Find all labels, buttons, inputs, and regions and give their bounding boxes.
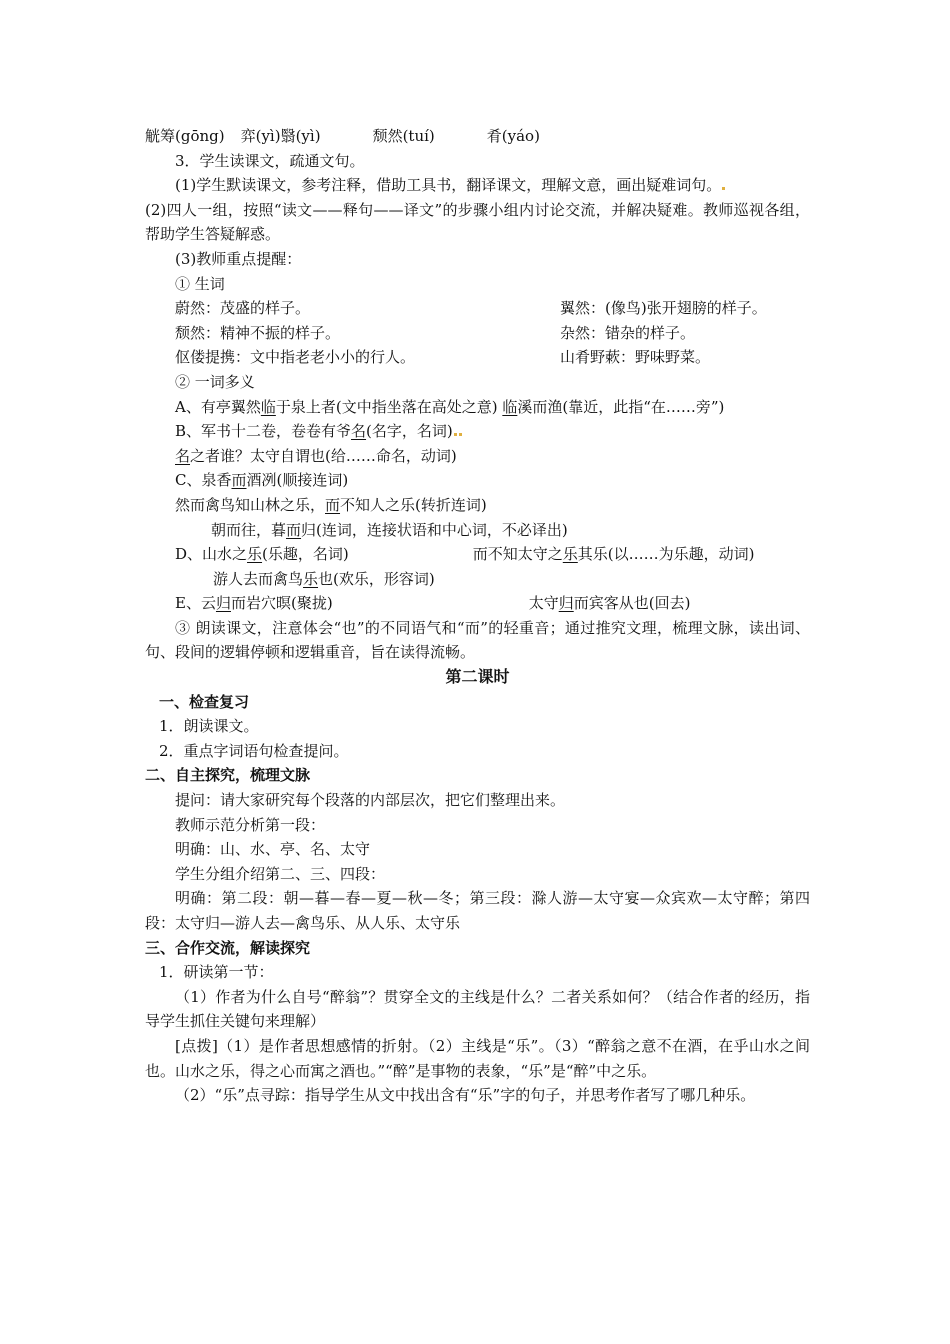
- pinyin-item: 弈(yì)翳(yì): [240, 127, 321, 145]
- paragraph: (2)四人一组，按照“读文——释句——译文”的步骤小组内讨论交流，并解决疑难。教师巡视各组，帮助学生答疑解惑。: [145, 200, 810, 244]
- vocab-row: 颓然：精神不振的样子。 杂然：错杂的样子。: [175, 323, 696, 342]
- paragraph: [点拨]（1）是作者思想感情的折射。（2）主线是“乐”。（3）“醉翁之意不在酒，在乎山水之间也。山水之乐，得之心而寓之酒也。”“醉”是事物的表象，“乐”是“醉”中之乐。: [145, 1036, 810, 1080]
- document-body: [145, 124, 810, 1108]
- paragraph: 提问：请大家研究每个段落的内部层次，把它们整理出来。: [175, 791, 566, 810]
- section-title: 第二课时: [445, 667, 510, 687]
- polysemy-item-e: E、云归而岩穴暝(聚拢) 太守归而宾客从也(回去): [175, 594, 691, 613]
- paragraph: （1）作者为什么自号“醉翁”？贯穿全文的主线是什么？二者关系如何？（结合作者的经历，指导学生抓住关键句来理解）: [145, 987, 810, 1031]
- vocab-row: 蔚然：茂盛的样子。 翼然：(像鸟)张开翅膀的样子。: [175, 299, 767, 318]
- polysemy-item-b: 名之者谁？太守自谓也(给……命名，动词): [175, 446, 457, 465]
- paragraph: 教师示范分析第一段：: [175, 815, 326, 834]
- section-heading: 二、自主探究，梳理文脉: [145, 766, 311, 785]
- paragraph: 学生分组介绍第二、三、四段：: [175, 864, 386, 883]
- paragraph: 3．学生读课文，疏通文句。: [175, 151, 365, 170]
- pinyin-item: 肴(yáo): [486, 127, 540, 145]
- polysemy-item-c: 朝而往，暮而归(连词，连接状语和中心词，不必译出): [211, 520, 568, 539]
- paragraph: (1)学生默读课文，参考注释，借助工具书，翻译课文，理解文意，画出疑难词句。: [145, 173, 810, 198]
- paragraph: 1．研读第一节：: [159, 963, 274, 982]
- paragraph: 2．重点字词语句检查提问。: [159, 741, 349, 760]
- paragraph: 明确：山、水、亭、名、太守: [175, 840, 371, 859]
- pinyin-item: 觥筹(gōng): [145, 127, 225, 145]
- paragraph: ③ 朗读课文，注意体会“也”的不同语气和“而”的轻重音；通过推究文理，梳理文脉，读出词、句、段间的逻辑停顿和逻辑重音，旨在读得流畅。: [145, 618, 810, 662]
- section-heading: 三、合作交流，解读探究: [145, 938, 311, 957]
- paragraph: (3)教师重点提醒：: [175, 249, 302, 268]
- polysemy-item-b: B、军书十二卷，卷卷有爷名(名字，名词): [145, 419, 810, 444]
- paragraph: （2）“乐”点寻踪：指导学生从文中找出含有“乐”字的句子，并思考作者写了哪几种乐。: [175, 1086, 756, 1105]
- paragraph: ② 一词多义: [175, 372, 255, 391]
- polysemy-item-d: D、山水之乐(乐趣，名词) 而不知太守之乐其乐(以……为乐趣，动词): [175, 545, 755, 564]
- polysemy-item-c: 然而禽鸟知山林之乐，而不知人之乐(转折连词): [175, 495, 487, 514]
- section-heading: 一、检查复习: [159, 692, 250, 711]
- vocab-row: 伛偻提携：文中指老老小小的行人。 山肴野蔌：野味野菜。: [175, 348, 711, 367]
- paragraph: 1．朗读课文。: [159, 717, 259, 736]
- paragraph: 明确：第二段：朝—暮—春—夏—秋—冬；第三段：滁人游—太守宴—众宾欢—太守醉；第四段：太守归—游人去—禽鸟乐、从人乐、太守乐: [145, 889, 810, 932]
- polysemy-item-d: 游人去而禽鸟乐也(欢乐，形容词): [213, 569, 435, 588]
- polysemy-item-a: A、有亭翼然临于泉上者(文中指坐落在高处之意) 临溪而渔(靠近，此指“在……旁”): [175, 397, 725, 416]
- pinyin-item: 颓然(tuí): [372, 127, 435, 145]
- paragraph: ① 生词: [175, 274, 225, 293]
- pinyin-line: [145, 124, 810, 149]
- polysemy-item-c: C、泉香而酒冽(顺接连词): [175, 471, 349, 490]
